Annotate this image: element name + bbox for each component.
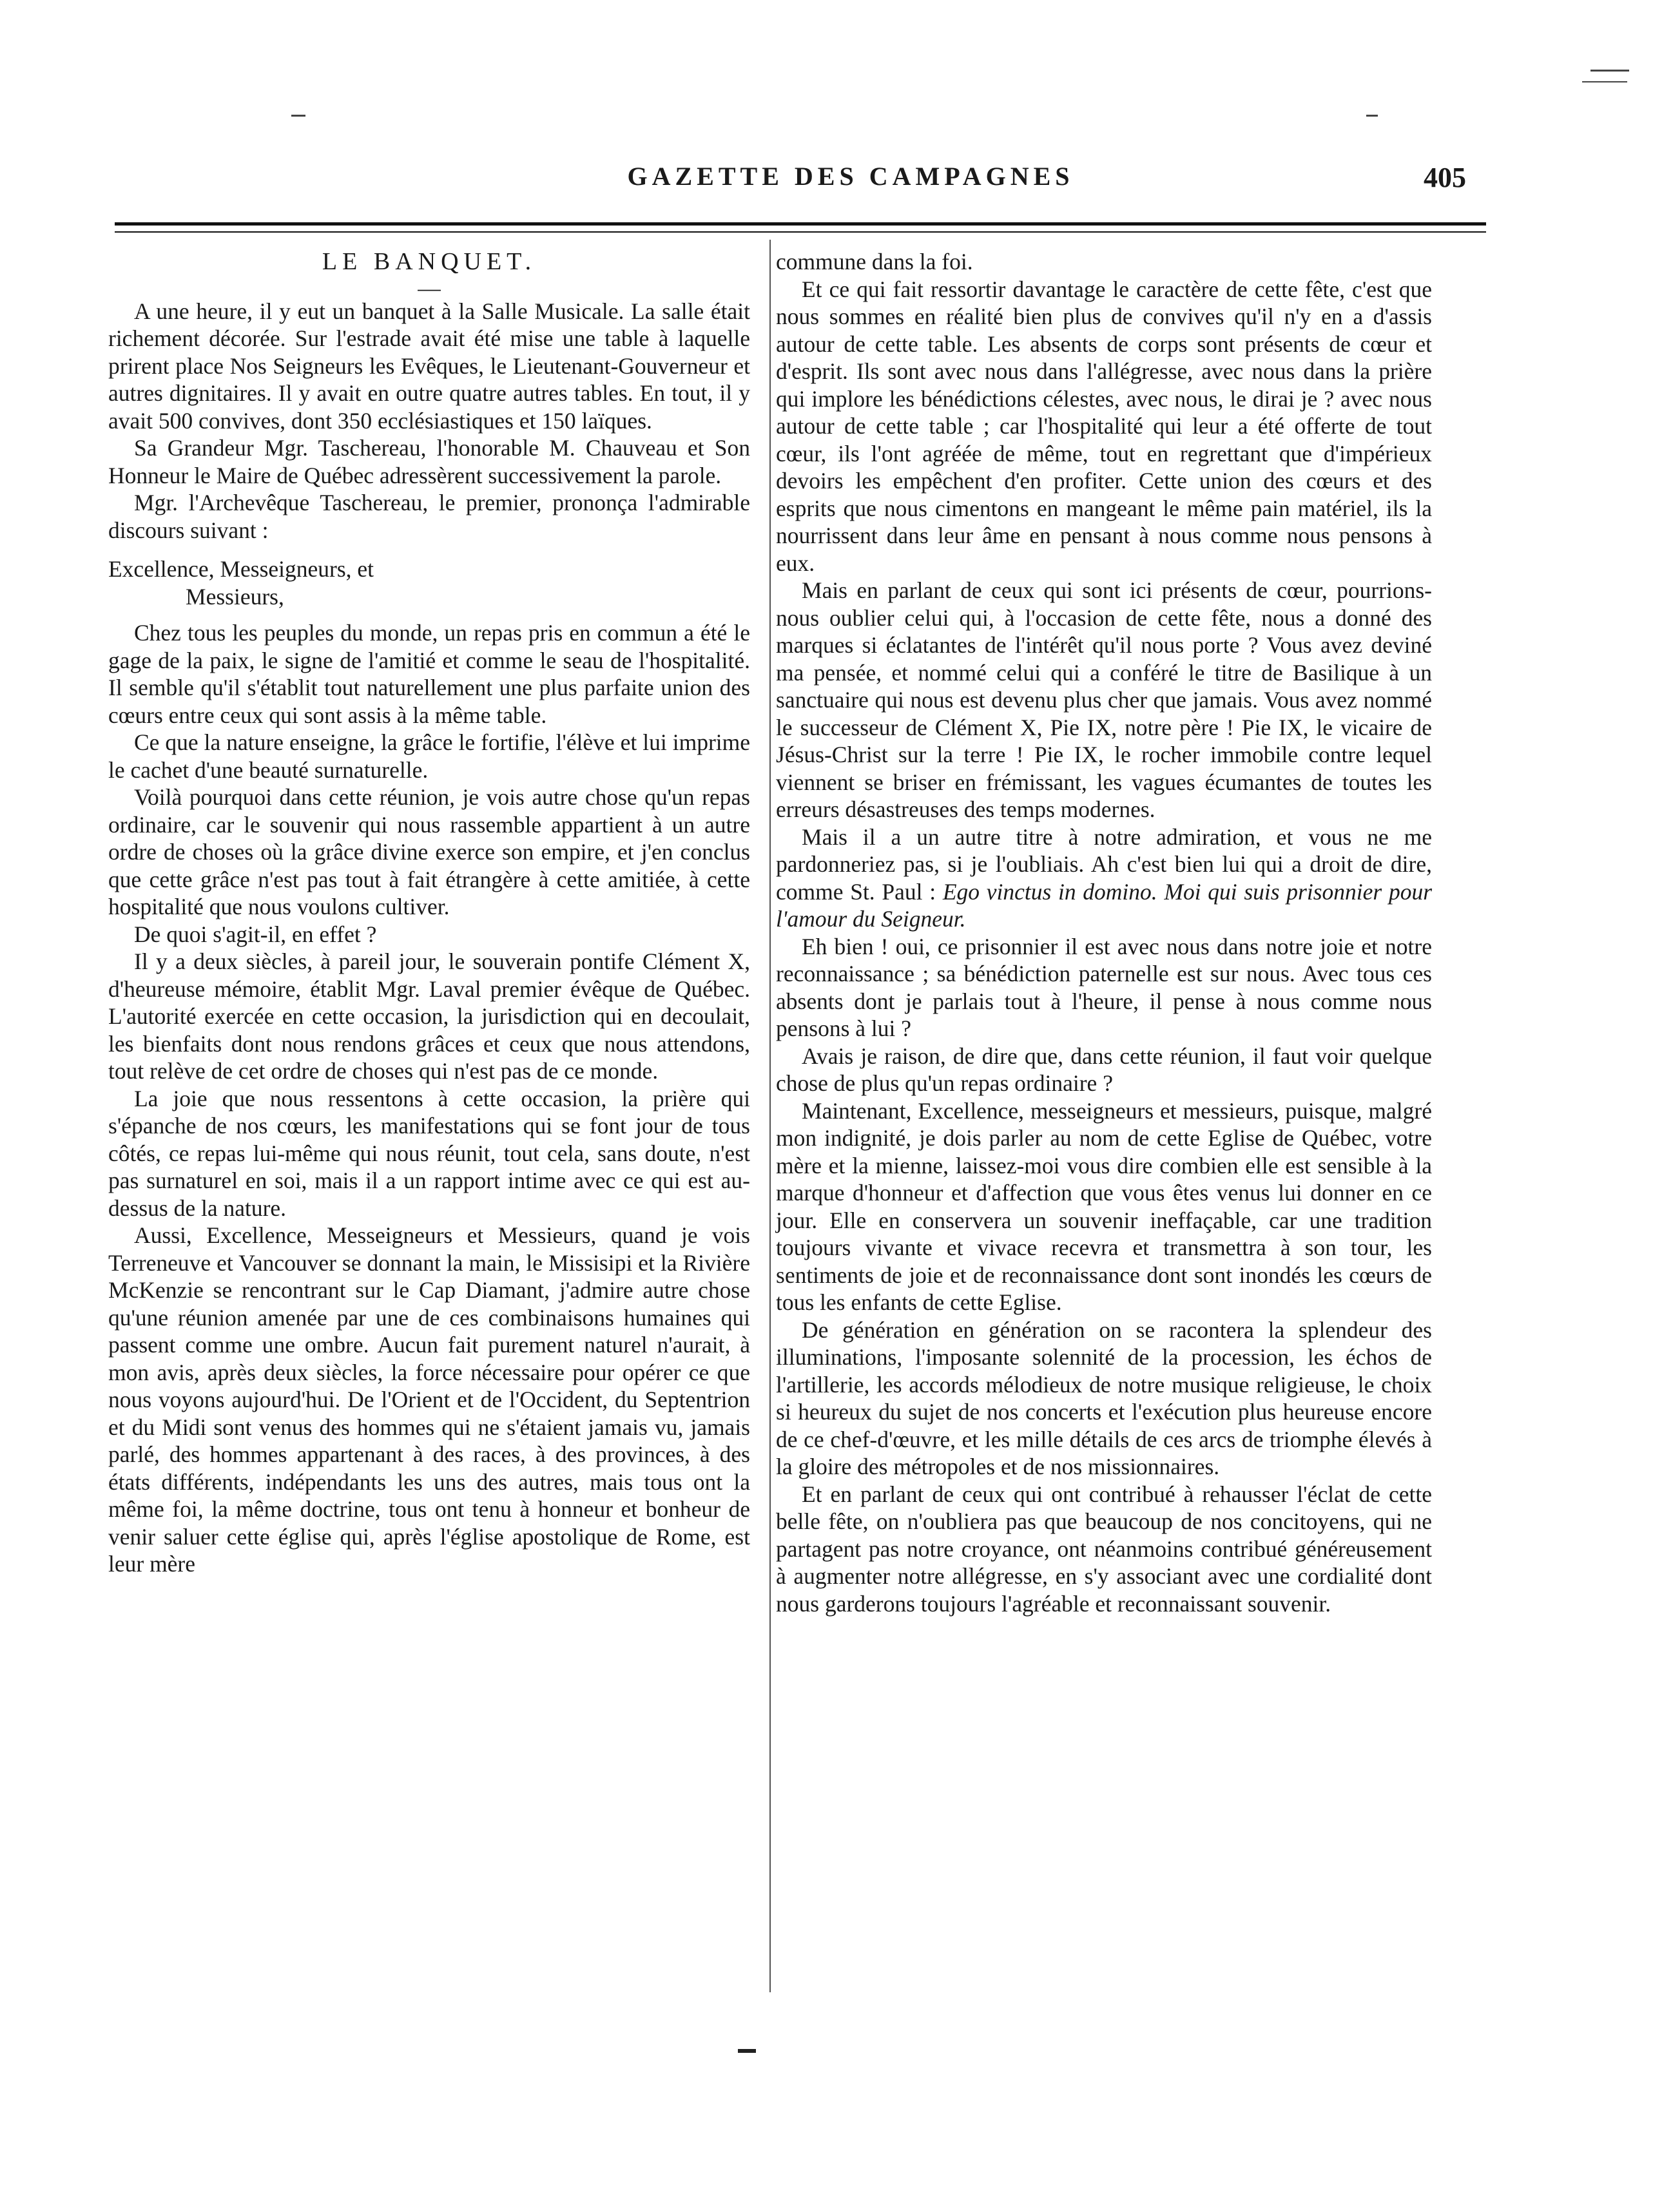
- paragraph: A une heure, il y eut un banquet à la Salle Musicale. La salle était richement décorée. Sur l'estrade avait été mise une table à laquelle prirent place Nos Seigneurs les Evêques, le Lieutenant-Gouverneur et autres dignitaires. Il y avait en outre quatre autres tables. En tout, il y avait 500 convives, dont 350 ecclésiastiques et 150 laïques.: [108, 298, 750, 434]
- paragraph: Avais je raison, de dire que, dans cette réunion, il faut voir quelque chose de plus qu'un repas ordinaire ?: [776, 1043, 1432, 1096]
- scan-speck: [1590, 70, 1629, 72]
- paragraph: Maintenant, Excellence, messeigneurs et messieurs, puisque, malgré mon indignité, je dois parler au nom de cette Eglise de Québec, votre mère et la mienne, laissez-moi vous dire combien elle est sensible à la marque d'honneur et d'affection que vous êtes venus lui donner en ce jour. Elle en conservera un souvenir ineffaçable, car une tradition toujours vivante et vivace recevra et transmettra à son tour, les sentiments de joie et de reconnaissance dont sont inondés les cœurs de tous les enfants de cette Eglise.: [776, 1097, 1432, 1315]
- header-rule-thin: [115, 231, 1486, 233]
- paragraph: La joie que nous ressentons à cette occasion, la prière qui s'épanche de nos cœurs, les manifestations qui se font jour de tous côtés, ce repas lui-même qui nous réunit, tout cela, sans doute, n'est pas surnaturel en soi, mais il a un rapport intime avec ce qui est au-dessus de la nature.: [108, 1085, 750, 1221]
- running-title: GAZETTE DES CAMPAGNES: [627, 162, 1074, 191]
- paragraph: Il y a deux siècles, à pareil jour, le souverain pontife Clément X, d'heureuse mémoire, établit Mgr. Laval premier évêque de Québec. L'autorité exercée en cette occasion, la jurisdiction qui en decoulait, les bienfaits dont nous rendons grâces et ceux que nous attendons, tout relève de cet ordre de choses qui n'est pas de ce monde.: [108, 948, 750, 1084]
- paragraph: Et en parlant de ceux qui ont contribué à rehausser l'éclat de cette belle fête, on n'oubliera pas que beaucoup de nos concitoyens, qui ne partagent pas notre croyance, ont néanmoins contribué généreusement à augmenter notre allégresse, en s'y associant avec une cordialité dont nous garderons toujours l'agréable et reconnaissant souvenir.: [776, 1481, 1432, 1617]
- paragraph: Sa Grandeur Mgr. Taschereau, l'honorable M. Chauveau et Son Honneur le Maire de Québec adressèrent successivement la parole.: [108, 435, 750, 488]
- salutation-line: Messieurs,: [186, 583, 284, 610]
- paragraph: Voilà pourquoi dans cette réunion, je vois autre chose qu'un repas ordinaire, car le souvenir qui nous rassemble appartient à un autre ordre de choses où la grâce divine exerce son empire, et j'en conclus que cette grâce n'est pas tout à fait étrangère à cette amitiée, à cette hospitalité que nous voulons cultiver.: [108, 784, 750, 919]
- scan-speck: [1366, 115, 1378, 117]
- paragraph: De quoi s'agit-il, en effet ?: [134, 921, 377, 947]
- footer-mark: [738, 2049, 756, 2053]
- page-number: 405: [1424, 162, 1466, 193]
- paragraph: Aussi, Excellence, Messeigneurs et Messieurs, quand je vois Terreneuve et Vancouver se donnant la main, le Missisipi et la Rivière McKenzie se rencontrant sur le Cap Diamant, j'admire autre chose qu'une réunion amenée par une de ces combinaisons humaines qui passent comme une ombre. Aucun fait purement naturel n'aurait, à mon avis, après deux siècles, la force nécessaire pour opérer ce que nous voyons aujourd'hui. De l'Orient et de l'Occident, du Septentrion et du Midi sont venus des hommes qui ne s'étaient jamais vu, jamais parlé, des hommes appartenant à des races, à des provinces, à des états différents, indépendants les uns des autres, mais tous ont la même foi, la même doctrine, tous ont tenu à honneur et bonheur de venir saluer cette église qui, après l'église apostolique de Rome, est leur mère: [108, 1222, 750, 1577]
- latin-quotation: Ego vinctus in domino. Moi qui suis prisonnier pour l'amour du Seigneur.: [776, 878, 1433, 932]
- column-divider: [769, 240, 771, 1992]
- paragraph: Eh bien ! oui, ce prisonnier il est avec nous dans notre joie et notre reconnaissance ; sa bénédiction paternelle est sur nous. Avec tous ces absents dont je parlais tout à l'heure, il pense à nous comme nous pensons à lui ?: [776, 933, 1432, 1041]
- article-heading: LE BANQUET.: [322, 248, 537, 275]
- header-rule-thick: [115, 222, 1486, 226]
- paragraph: Mgr. l'Archevêque Taschereau, le premier, prononça l'admirable discours suivant :: [108, 490, 750, 543]
- paragraph: Ce que la nature enseigne, la grâce le fortifie, l'élève et lui imprime le cachet d'une beauté surnaturelle.: [108, 729, 750, 783]
- salutation-line: Excellence, Messeigneurs, et: [108, 556, 374, 582]
- paragraph-text: Mais il a un autre titre à notre admiration, et vous ne me pardonneriez pas, si je l'oubliais. Ah c'est bien lui qui a droit de dire, comme St. Paul :: [776, 823, 1432, 905]
- paragraph: Et ce qui fait ressortir davantage le caractère de cette fête, c'est que nous sommes en réalité bien plus de convives qu'il n'y en a d'assis autour de cette table. Les absents de corps sont présents de cœur et d'esprit. Ils sont avec nous dans l'allégresse, avec nous dans la prière qui implore les bénédictions célestes, avec nous, le dirai je ? avec nous autour de cette table ; car l'hospitalité qui leur a été offerte de tout cœur, ils l'ont agréée de même, tout en regrettant que d'impérieux devoirs les empêchent d'en profiter. Cette union des cœurs et des esprits que nous cimentons en mangeant le même pain matériel, ils la nourrissent dans leur âme en pensant à nous comme nous pensons à eux.: [776, 276, 1432, 576]
- paragraph: Chez tous les peuples du monde, un repas pris en commun a été le gage de la paix, le signe de l'amitié et comme le seau de l'hospitalité. Il semble qu'il s'établit tout naturellement une plus parfaite union des cœurs entre ceux qui sont assis à la même table.: [108, 620, 750, 728]
- paragraph: Mais en parlant de ceux qui sont ici présents de cœur, pourrions-nous oublier celui qui, à l'occasion de cette fête, nous a donné des marques si éclatantes de l'intérêt qu'il nous porte ? Vous avez deviné ma pensée, et nommé celui qui a conféré le titre de Basilique à un sanctuaire qui nous est devenu plus cher que jamais. Vous avez nommé le successeur de Clément X, Pie IX, notre père ! Pie IX, le vicaire de Jésus-Christ sur la terre ! Pie IX, le rocher immobile contre lequel viennent se briser en frémissant, les vagues écumantes de toutes les erreurs désastreuses des temps modernes.: [776, 577, 1432, 822]
- paragraph: commune dans la foi.: [776, 249, 973, 274]
- paragraph: De génération en génération on se racontera la splendeur des illuminations, l'imposante solennité de la procession, les échos de l'artillerie, les accords mélodieux de notre musique religieuse, le choix si heureux du sujet de nos concerts et l'exécution plus heureuse encore de ce chef-d'œuvre, et les mille détails de ces arcs de triomphe élevés à la gloire des métropoles et de nos missionnaires.: [776, 1316, 1432, 1479]
- heading-dash: —: [418, 274, 441, 301]
- left-column: [108, 248, 750, 1578]
- scan-speck: [1582, 81, 1627, 82]
- paragraph: [776, 823, 1432, 933]
- scan-speck: [291, 115, 305, 117]
- right-column: [776, 248, 1432, 1617]
